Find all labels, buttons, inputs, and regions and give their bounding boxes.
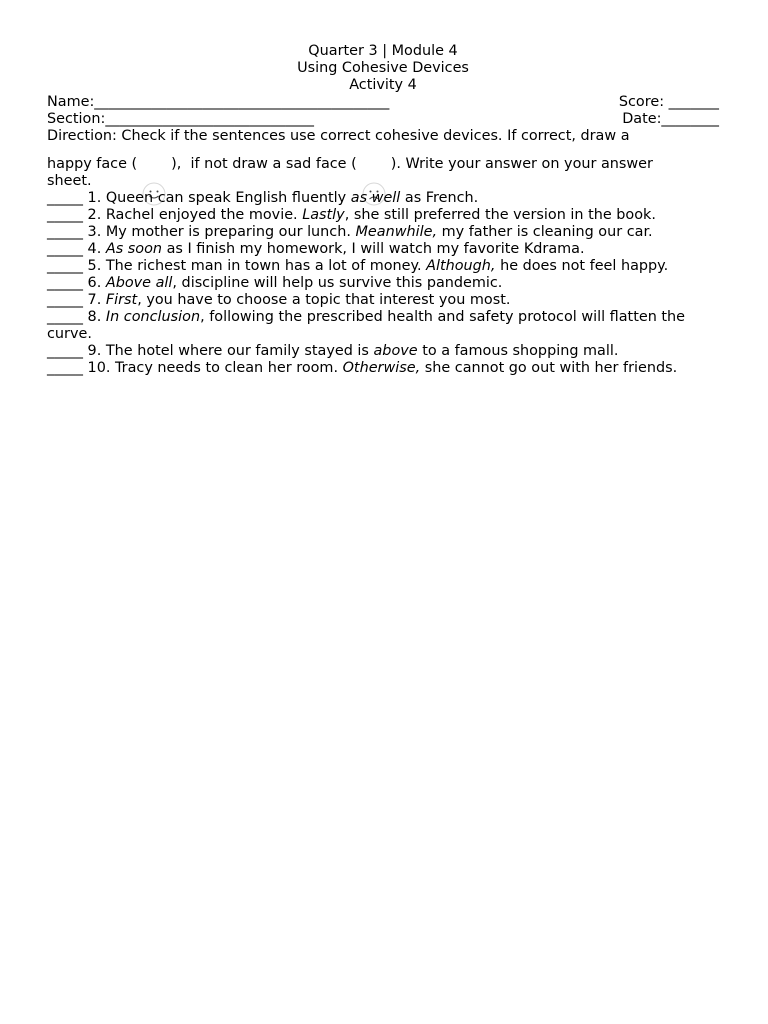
item-text: _____ 8. xyxy=(47,309,106,325)
item-text: _____ 9. The hotel where our family stayed is xyxy=(47,343,374,359)
cohesive-device: above xyxy=(373,343,418,359)
item-text: , discipline will help us survive this pandemic. xyxy=(172,275,503,291)
item-text: my father is cleaning our car. xyxy=(437,224,653,240)
item-text: _____ 2. Rachel enjoyed the movie. xyxy=(47,207,303,223)
item-text: as I finish my homework, I will watch my favorite Kdrama. xyxy=(162,241,585,257)
list-item xyxy=(47,258,719,275)
item-text: she cannot go out with her friends. xyxy=(420,360,678,376)
item-list xyxy=(47,190,719,377)
list-item xyxy=(47,343,719,360)
activity-title: Activity 4 xyxy=(349,77,417,93)
cohesive-device: Meanwhile, xyxy=(355,224,438,240)
section-field: Section:_____________________________ xyxy=(47,111,314,127)
sad-face-text: ), if not draw a sad face ( xyxy=(171,156,357,172)
cohesive-device: Although, xyxy=(426,258,496,274)
section-date-row xyxy=(47,111,719,128)
item-text: _____ 4. xyxy=(47,241,106,257)
quarter-module-title: Quarter 3 | Module 4 xyxy=(308,43,458,59)
sad-face-icon xyxy=(361,147,387,173)
list-item xyxy=(47,224,719,241)
item-text: _____ 5. The richest man in town has a lot of money. xyxy=(47,258,427,274)
answer-sheet-text: ). Write your answer on your answer xyxy=(390,156,653,172)
list-item xyxy=(47,190,719,207)
item-text: , she still preferred the version in the book. xyxy=(344,207,656,223)
name-field: Name:_________________________________________ xyxy=(47,94,390,110)
cohesive-device: Above all xyxy=(105,275,173,291)
item-text: he does not feel happy. xyxy=(495,258,669,274)
worksheet-content xyxy=(47,43,719,377)
cohesive-device: as well xyxy=(350,190,401,206)
list-item xyxy=(47,275,719,292)
score-field: Score: _______ xyxy=(618,94,719,110)
item-text: to a famous shopping mall. xyxy=(417,343,619,359)
date-field: Date:________ xyxy=(622,111,719,127)
item-text: as French. xyxy=(400,190,479,206)
list-item xyxy=(47,207,719,224)
list-item xyxy=(47,309,719,343)
item-text: _____ 1. Queen can speak English fluently xyxy=(47,190,351,206)
item-text: _____ 10. Tracy needs to clean her room. xyxy=(47,360,343,376)
cohesive-device: Otherwise, xyxy=(342,360,421,376)
item-text: , following the prescribed health and safety protocol will flatten the curve. xyxy=(47,309,690,342)
direction-line-3: sheet. xyxy=(47,173,92,189)
item-text: _____ 7. xyxy=(47,292,106,308)
worksheet-header xyxy=(47,43,719,94)
smiley-face-icon xyxy=(141,147,167,173)
cohesive-device: In conclusion xyxy=(105,309,201,325)
direction-line-1: Direction: Check if the sentences use correct cohesive devices. If correct, draw a xyxy=(47,128,630,144)
cohesive-device: As soon xyxy=(105,241,163,257)
item-text: , you have to choose a topic that interest you most. xyxy=(137,292,511,308)
cohesive-device: First xyxy=(105,292,138,308)
item-text: _____ 3. My mother is preparing our lunch. xyxy=(47,224,356,240)
list-item xyxy=(47,292,719,309)
name-score-row xyxy=(47,94,719,111)
item-text: _____ 6. xyxy=(47,275,106,291)
list-item xyxy=(47,241,719,258)
happy-face-text: happy face ( xyxy=(47,156,138,172)
lesson-title: Using Cohesive Devices xyxy=(297,60,469,76)
direction-line-2 xyxy=(47,147,719,173)
list-item xyxy=(47,360,719,377)
cohesive-device: Lastly xyxy=(302,207,345,223)
